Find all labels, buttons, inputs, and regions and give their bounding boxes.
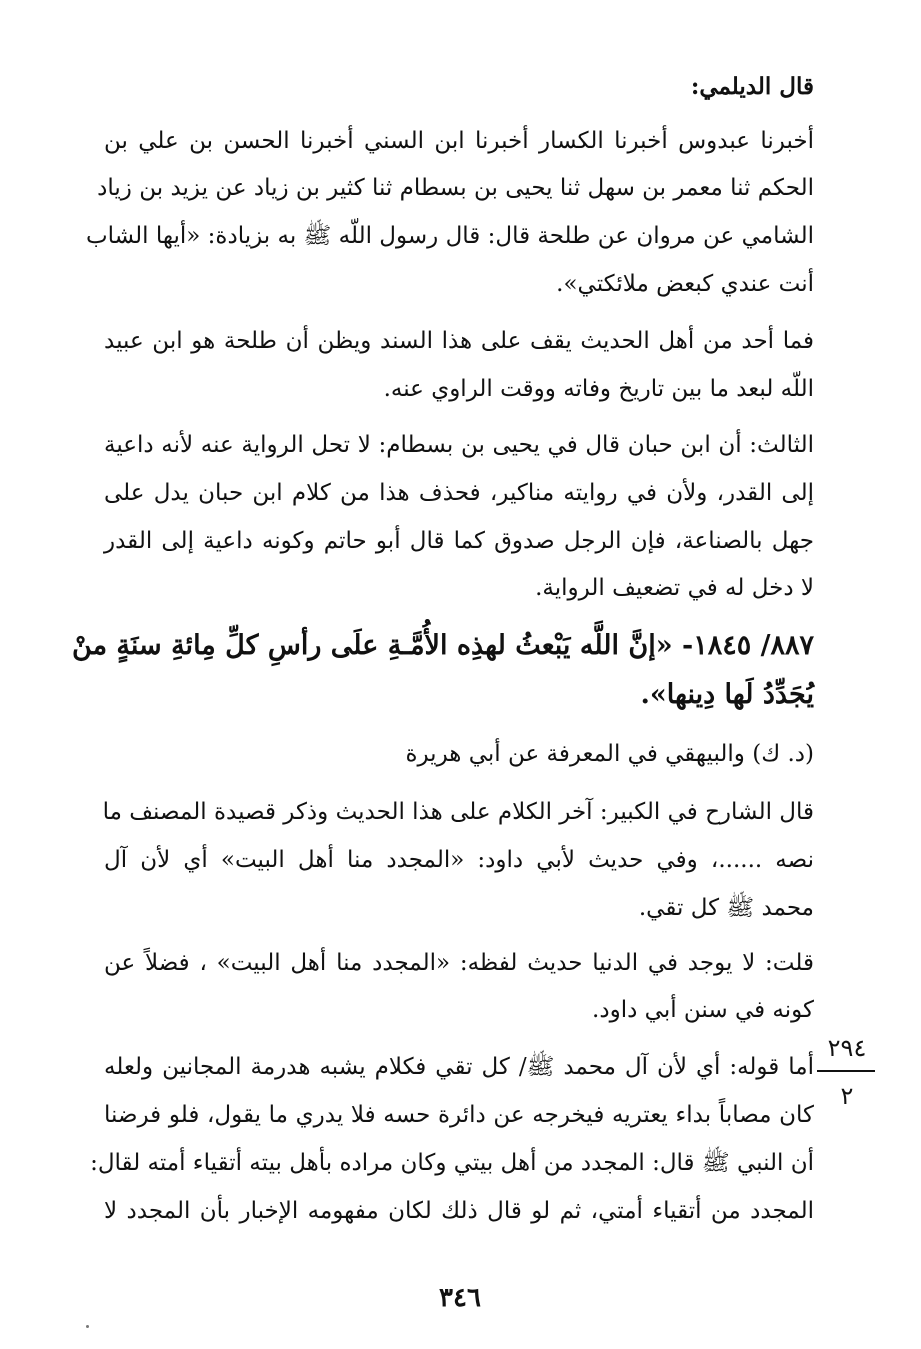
text-line: جهل بالصناعة، فإن الرجل صدوق كما قال أبو حاتم وكونه داعية إلى القدر [104, 528, 814, 554]
text-line: محمد ﷺ كل تقي. [638, 895, 814, 921]
text-line: الشامي عن مروان عن طلحة قال: قال رسول اللّه ﷺ به بزيادة: «أيها الشاب [85, 223, 814, 249]
text-line: نصه ......، وفي حديث لأبي داود: «المجدد منا أهل البيت» أي لأن آل [104, 847, 814, 873]
text-line: فما أحد من أهل الحديث يقف على هذا السند ويظن أن طلحة هو ابن عبيد [104, 328, 814, 354]
text-line: كان مصاباً بداء يعتريه فيخرجه عن دائرة حسه فلا يدري ما يقول، فلو فرضنا [104, 1102, 814, 1128]
text-line: أنت عندي كبعض ملائكتي». [556, 271, 814, 297]
scan-speck [86, 1325, 89, 1328]
hadith-text-line: يُجَدِّدُ لَها دِينها». [640, 679, 814, 710]
source-citation: (د. ك) والبيهقي في المعرفة عن أبي هريرة [405, 741, 814, 767]
text-line: أخبرنا عبدوس أخبرنا الكسار أخبرنا ابن السني أخبرنا الحسن بن علي بن [104, 128, 814, 154]
text-line: لا دخل له في تضعيف الرواية. [535, 575, 814, 601]
margin-divider [817, 1070, 875, 1072]
text-line: كونه في سنن أبي داود. [592, 997, 814, 1023]
text-line: قلت: لا يوجد في الدنيا حديث لفظه: «المجدد منا أهل البيت» ، فضلاً عن [104, 950, 814, 976]
text-line: الثالث: أن ابن حبان قال في يحيى بن بسطام: لا تحل الرواية عنه لأنه داعية [104, 432, 814, 458]
margin-volume-reference: ٢ [840, 1082, 854, 1110]
text-line: إلى القدر، ولأن في روايته مناكير، فحذف هذا من كلام ابن حبان يدل على [104, 480, 814, 506]
page-number: ٣٤٦ [439, 1283, 481, 1313]
hadith-text-line: ٨٨٧/ ١٨٤٥- «إنَّ اللَّه يَبْعثُ لهذِه الأُمَّـةِ علَى رأسِ كلِّ مِائةِ سنَةٍ منْ [72, 630, 814, 661]
text-line: قال الشارح في الكبير: آخر الكلام على هذا الحديث وذكر قصيدة المصنف ما [102, 799, 814, 825]
text-line: أن النبي ﷺ قال: المجدد من أهل بيتي وكان مراده بأهل بيته أتقياء أمته لقال: [90, 1150, 814, 1176]
text-line: اللّه لبعد ما بين تاريخ وفاته ووقت الراوي عنه. [383, 376, 814, 402]
text-line: الحكم ثنا معمر بن سهل ثنا يحيى بن بسطام ثنا كثير بن زياد عن يزيد بن زياد [97, 175, 814, 201]
text-line: المجدد من أتقياء أمتي، ثم لو قال ذلك لكان مفهومه الإخبار بأن المجدد لا [104, 1198, 814, 1224]
margin-page-reference: ٢٩٤ [827, 1034, 867, 1062]
section-heading: قال الديلمي: [690, 73, 814, 100]
text-line: أما قوله: أي لأن آل محمد ﷺ/ كل تقي فكلام يشبه هدرمة المجانين ولعله [104, 1054, 814, 1080]
